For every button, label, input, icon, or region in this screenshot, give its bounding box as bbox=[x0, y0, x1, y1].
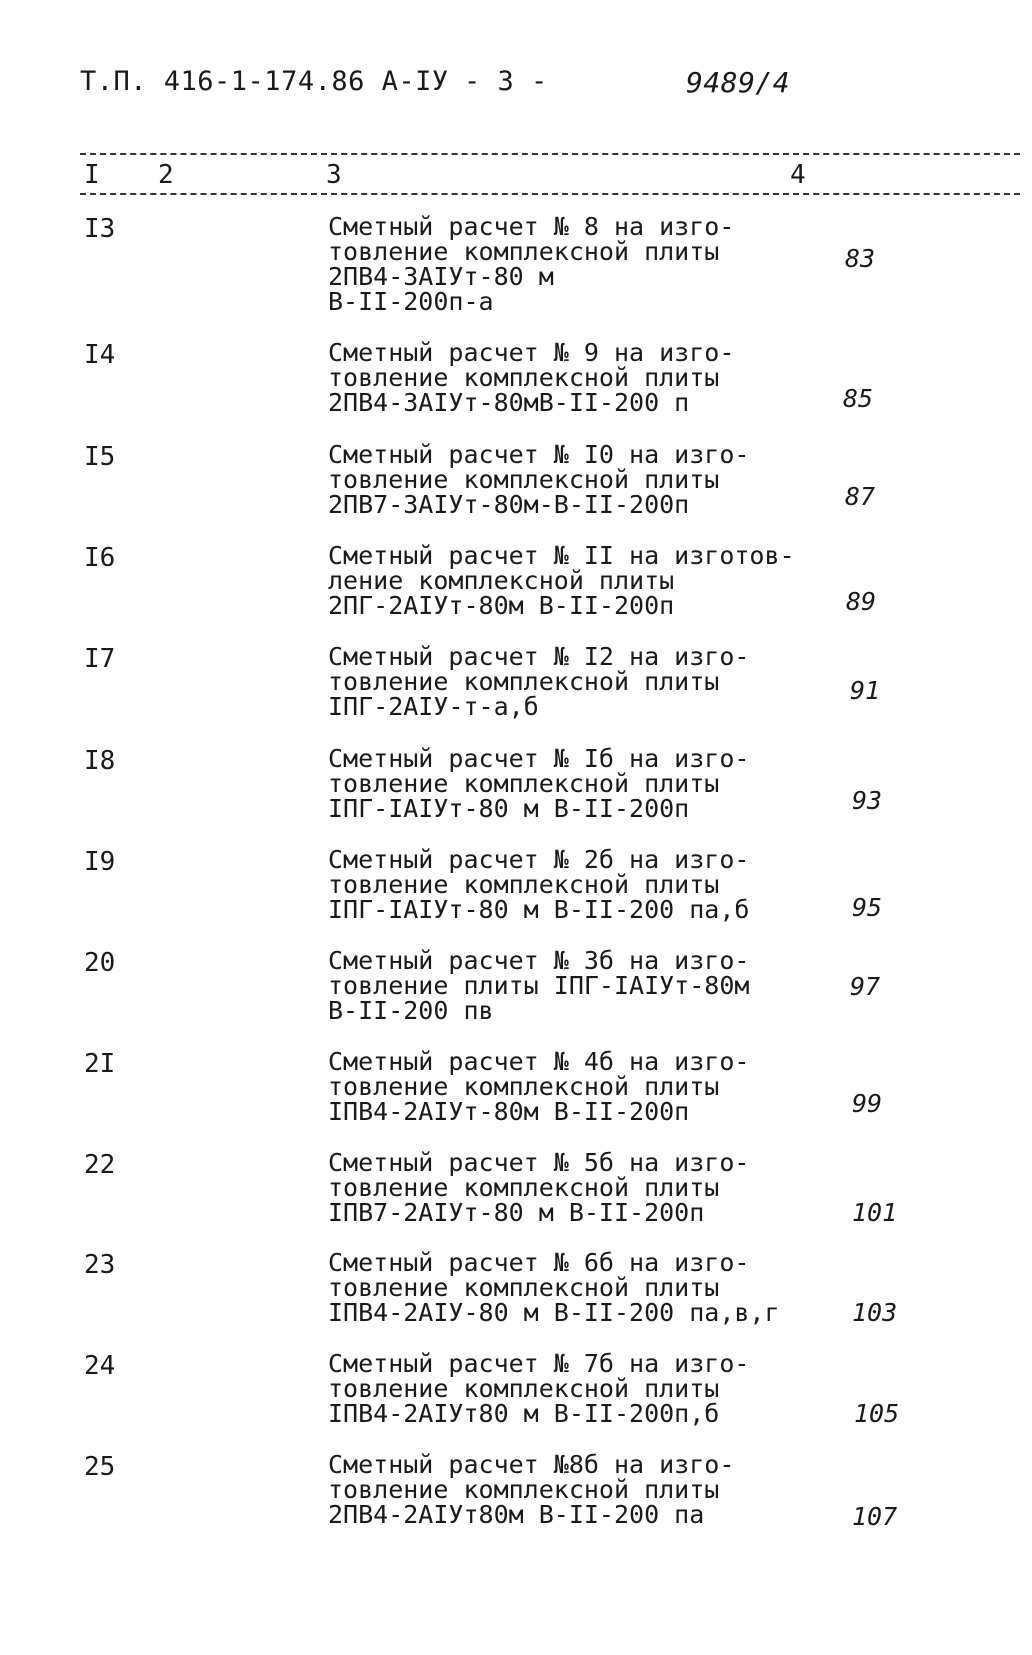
row-description: Сметный расчет № 2б на изго- товление комплексной плиты IПГ-IАIУт-80 м В-II-200 па,б bbox=[328, 845, 750, 924]
table-top-rule bbox=[80, 153, 1020, 155]
column-header-1: I bbox=[84, 160, 100, 190]
row-description: Сметный расчет № II на изготов- ление комплексной плиты 2ПГ-2АIУт-80м В-II-200п bbox=[328, 541, 795, 620]
row-description: Сметный расчет № 8 на изго- товление комплексной плиты 2ПВ4-3АIУт-80 м В-II-200п-а bbox=[328, 212, 735, 316]
row-description: Сметный расчет №8б на изго- товление комплексной плиты 2ПВ4-2АIУт80м В-II-200 па bbox=[328, 1450, 735, 1529]
row-number: I3 bbox=[84, 214, 116, 244]
row-page-ref: 93 bbox=[852, 786, 883, 815]
row-page-ref: 95 bbox=[852, 893, 883, 922]
row-number: 25 bbox=[84, 1452, 116, 1482]
row-description: Сметный расчет № I2 на изго- товление комплексной плиты IПГ-2АIУ-т-а,б bbox=[328, 642, 750, 721]
row-page-ref: 105 bbox=[854, 1399, 900, 1428]
row-description: Сметный расчет № 7б на изго- товление комплексной плиты IПВ4-2АIУт80 м В-II-200п,б bbox=[328, 1349, 750, 1428]
row-page-ref: 83 bbox=[845, 244, 876, 273]
row-description: Сметный расчет № 4б на изго- товление комплексной плиты IПВ4-2АIУт-80м В-II-200п bbox=[328, 1047, 750, 1126]
row-description: Сметный расчет № 6б на изго- товление комплексной плиты IПВ4-2АIУ-80 м В-II-200 па,в,г bbox=[328, 1248, 780, 1327]
row-number: 22 bbox=[84, 1150, 116, 1180]
column-header-4: 4 bbox=[790, 160, 806, 190]
row-description: Сметный расчет № 5б на изго- товление комплексной плиты IПВ7-2АIУт-80 м В-II-200п bbox=[328, 1148, 750, 1227]
row-description: Сметный расчет № I0 на изго- товление комплексной плиты 2ПВ7-3АIУт-80м-В-II-200п bbox=[328, 440, 750, 519]
row-number: 2I bbox=[84, 1049, 116, 1079]
row-number: I4 bbox=[84, 340, 116, 370]
row-description: Сметный расчет № 3б на изго- товление плиты IПГ-IАIУт-80м В-II-200 пв bbox=[328, 946, 750, 1025]
table-header-rule bbox=[80, 193, 1020, 195]
row-number: I5 bbox=[84, 442, 116, 472]
archive-number: 9489/4 bbox=[686, 66, 791, 99]
row-page-ref: 107 bbox=[852, 1502, 898, 1531]
row-number: 23 bbox=[84, 1250, 116, 1280]
row-page-ref: 87 bbox=[845, 482, 876, 511]
row-number: I6 bbox=[84, 543, 116, 573]
document-code: Т.П. 416-1-174.86 А-IУ bbox=[80, 66, 449, 97]
row-number: I9 bbox=[84, 847, 116, 877]
column-header-3: 3 bbox=[326, 160, 342, 190]
row-page-ref: 99 bbox=[852, 1089, 883, 1118]
row-page-ref: 97 bbox=[850, 972, 881, 1001]
row-page-ref: 91 bbox=[850, 676, 881, 705]
row-page-ref: 103 bbox=[852, 1298, 898, 1327]
row-number: I7 bbox=[84, 644, 116, 674]
row-page-ref: 85 bbox=[843, 384, 874, 413]
row-number: I8 bbox=[84, 746, 116, 776]
row-page-ref: 101 bbox=[852, 1198, 898, 1227]
row-description: Сметный расчет № Iб на изго- товление комплексной плиты IПГ-IАIУт-80 м В-II-200п bbox=[328, 744, 750, 823]
row-description: Сметный расчет № 9 на изго- товление комплексной плиты 2ПВ4-3АIУт-80мВ-II-200 п bbox=[328, 338, 735, 417]
page-number: - 3 - bbox=[464, 66, 548, 97]
row-number: 20 bbox=[84, 948, 116, 978]
row-number: 24 bbox=[84, 1351, 116, 1381]
column-header-2: 2 bbox=[158, 160, 174, 190]
row-page-ref: 89 bbox=[846, 587, 877, 616]
